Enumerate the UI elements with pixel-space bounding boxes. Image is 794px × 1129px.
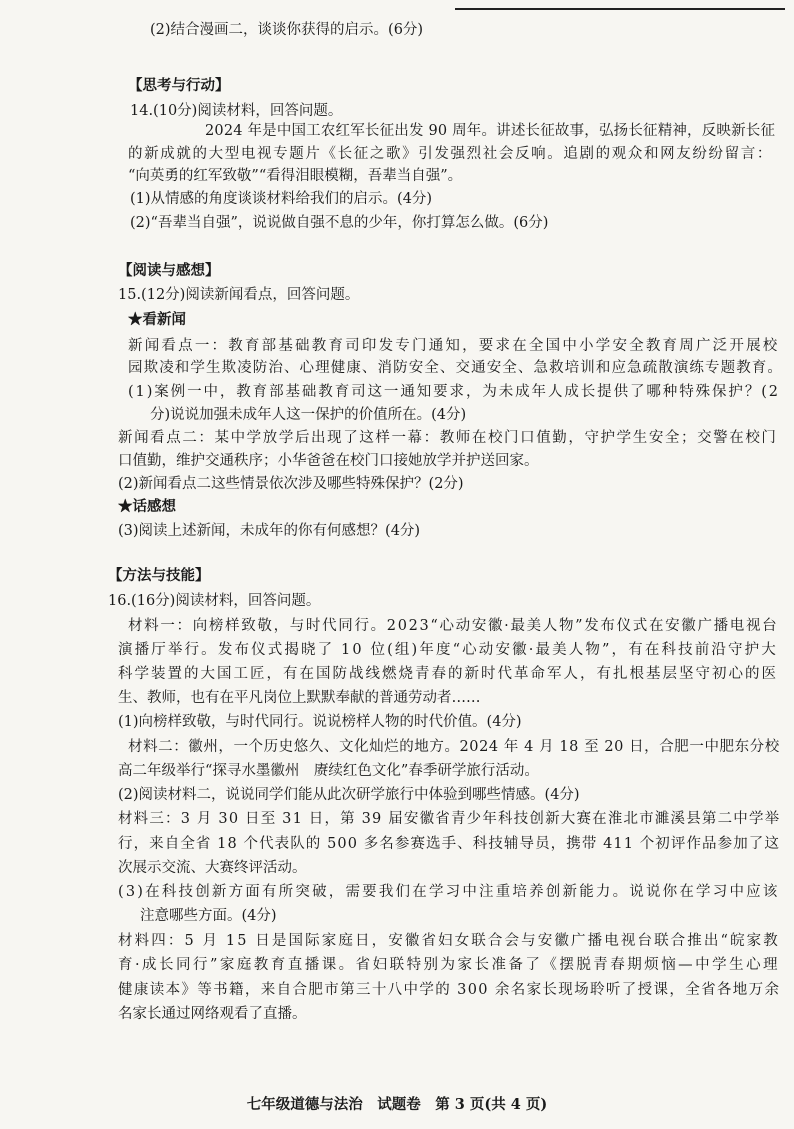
text-line: 【阅读与感想】 [118,263,220,279]
text-line: ★话感想 [118,498,176,515]
text-line: (3)阅读上述新闻，未成年的你有何感想？(4分) [118,523,421,539]
text-line: 科学装置的大国工匠，有在国防战线燃烧青春的新时代革命军人，有扎根基层坚守初心的医 [118,666,778,682]
text-line: 分)说说加强未成年人这一保护的价值所在。(4分) [150,407,467,423]
text-line: (1)从情感的角度谈谈材料给我们的启示。(4分) [130,191,433,207]
text-line: 2024 年是中国工农红军长征出发 90 周年。讲述长征故事，弘扬长征精神，反映新长征 [205,123,776,139]
text-line: 14.(10分)阅读材料，回答问题。 [130,103,343,119]
text-line: 材料三：3 月 30 日至 31 日，第 39 届安徽省青少年科技创新大赛在淮北市濉溪县第二中学举 [118,811,781,827]
text-line: 新闻看点一：教育部基础教育司印发专门通知，要求在全国中小学安全教育周广泛开展校 [128,338,780,354]
text-line: 生、教师，也有在平凡岗位上默默奉献的普通劳动者…… [118,690,481,706]
text-line: (2)“吾辈当自强”，说说做自强不息的少年，你打算怎么做。(6分) [130,215,549,231]
text-line: 健康读本》等书籍，来自合肥市第三十八中学的 300 余名家长现场聆听了授课，全省各地万余 [118,982,781,998]
text-line: (3)在科技创新方面有所突破，需要我们在学习中注重培养创新能力。说说你在学习中应该 [118,884,780,900]
text-line: (1)案例一中，教育部基础教育司这一通知要求，为未成年人成长提供了哪种特殊保护？(2 [128,384,780,400]
text-line: 材料二：徽州，一个历史悠久、文化灿烂的地方。2024 年 4 月 18 至 20 日，合肥一中肥东分校 [128,739,780,755]
text-line: 15.(12分)阅读新闻看点，回答问题。 [118,287,360,303]
text-line: 名家长通过网络观看了直播。 [118,1006,307,1022]
text-line: 16.(16分)阅读材料，回答问题。 [108,593,321,609]
text-line: (1)向榜样致敬，与时代同行。说说榜样人物的时代价值。(4分) [118,714,522,730]
page-footer: 七年级道德与法治 试题卷 第 3 页(共 4 页) [246,1096,548,1113]
text-line: 【思考与行动】 [128,78,230,94]
text-line: 口值勤，维护交通秩序；小华爸爸在校门口接她放学并护送回家。 [118,453,539,469]
text-line: 材料一：向榜样致敬，与时代同行。2023“心动安徽·最美人物”发布仪式在安徽广播电视台 [128,618,779,634]
text-line: 材料四：5 月 15 日是国际家庭日，安徽省妇女联合会与安徽广播电视台联合推出“皖家教 [118,933,780,949]
text-line: 注意哪些方面。(4分) [140,908,277,924]
text-line: 高二年级举行“探寻水墨徽州 赓续红色文化”春季研学旅行活动。 [118,763,539,779]
text-line: 新闻看点二：某中学放学后出现了这样一幕：教师在校门口值勤，守护学生安全；交警在校门 [118,430,778,446]
text-line: (2)新闻看点二这些情景依次涉及哪些特殊保护？(2分) [118,476,464,492]
text-line: 【方法与技能】 [108,568,210,584]
text-line: ★看新闻 [128,311,186,328]
text-line: (2)结合漫画二，谈谈你获得的启示。(6分) [150,22,424,38]
text-line: 次展示交流、大赛终评活动。 [118,860,307,876]
text-line: 育·成长同行”家庭教育直播课。省妇联特别为家长准备了《摆脱青春期烦恼—中学生心理 [118,957,781,973]
text-line: (2)阅读材料二，说说同学们能从此次研学旅行中体验到哪些情感。(4分) [118,787,580,803]
text-line: 演播厅举行。发布仪式揭晓了 10 位(组)年度“心动安徽·最美人物”，有在科技前沿守护大 [118,642,778,658]
text-line: 园欺凌和学生欺凌防治、心理健康、消防安全、交通安全、急救培训和应急疏散演练专题教育。 [128,360,783,376]
text-line: 的新成就的大型电视专题片《长征之歌》引发强烈社会反响。追剧的观众和网友纷纷留言： [128,146,773,162]
text-line: “向英勇的红军致敬”“看得泪眼模糊，吾辈当自强”。 [128,168,463,184]
scan-edge-line [455,8,785,10]
text-line: 行，来自全省 18 个代表队的 500 多名参赛选手、科技辅导员，携带 411 个初评作品参加了这 [118,836,780,852]
